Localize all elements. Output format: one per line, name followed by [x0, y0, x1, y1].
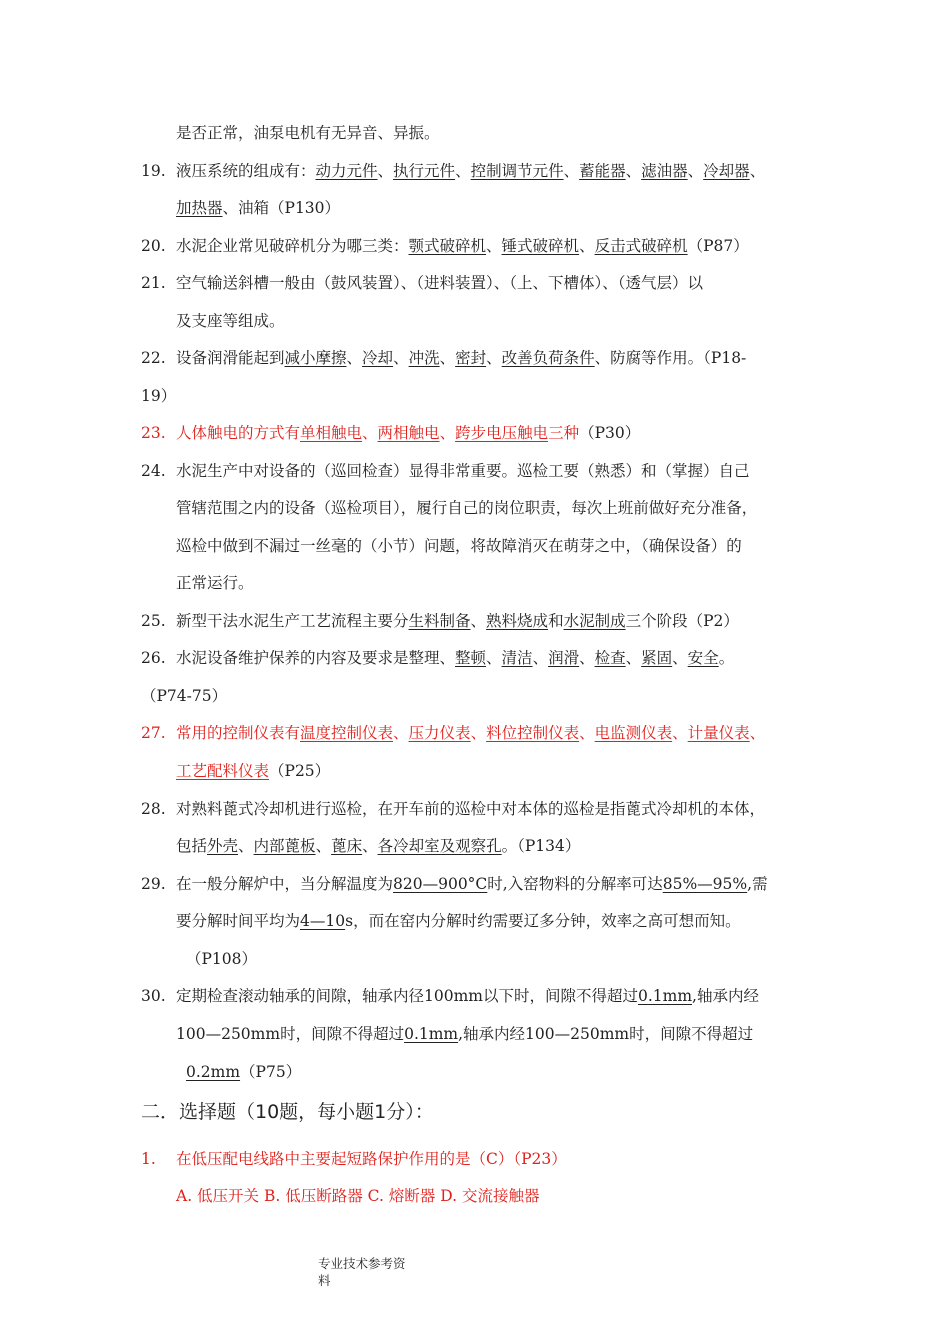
item-24-line-3: 巡检中做到不漏过一丝毫的（小节）问题，将故障消灭在萌芽之中，（确保设备）的	[176, 537, 742, 555]
item-25-number: 25.	[141, 612, 166, 630]
item-23-answer: 跨步电压触电	[455, 424, 549, 442]
separator: 、	[625, 649, 642, 667]
item-28-answer: 外壳	[207, 837, 239, 855]
item-29-answer: 85%—95%	[662, 875, 748, 893]
item-21-number: 21.	[141, 274, 166, 292]
item-30-number: 30.	[141, 987, 166, 1005]
item-29-text: 时,入窑物料的分解率可达	[487, 875, 663, 893]
item-26-number: 26.	[141, 649, 166, 667]
item-24-line-1: 水泥生产中对设备的（巡回检查）显得非常重要。巡检工要（熟悉）和（掌握）自己	[176, 462, 750, 480]
item-28-line-2	[176, 836, 580, 856]
separator: 、	[486, 237, 502, 255]
separator: 、	[377, 162, 394, 180]
separator: 、	[579, 649, 595, 667]
separator: 、	[579, 724, 595, 742]
separator: 、	[486, 649, 502, 667]
item-19-answer: 滤油器	[641, 162, 688, 180]
item-19-answer: 冷却器	[703, 162, 750, 180]
item-20-ref: （P87）	[687, 237, 749, 255]
item-28-answer: 各冷却室及观察孔	[377, 837, 502, 855]
item-27-ref: （P25）	[269, 762, 331, 780]
item-22-text: 、防腐等作用。（P18-	[594, 349, 747, 367]
separator: 、	[346, 349, 363, 367]
item-30-answer: 0.2mm	[186, 1063, 241, 1081]
section-heading: 二．选择题（10题，每小题1分）：	[141, 1101, 434, 1123]
item-23-answer: 两相触电	[377, 424, 440, 442]
item-23-answer: 单相触电	[300, 424, 363, 442]
item-19-text: 液压系统的组成有：	[176, 162, 316, 180]
item-27-text: 常用的控制仪表有	[176, 724, 301, 742]
footer-line-1: 专业技术参考资	[318, 1256, 406, 1271]
item-19-line-2	[176, 198, 340, 218]
item-29-text: 在一般分解炉中，当分解温度为	[176, 875, 394, 893]
separator: 、	[532, 649, 549, 667]
item-27-answer: 料位控制仪表	[486, 724, 580, 742]
separator: 、	[470, 724, 487, 742]
item-29-answer: 4—10	[300, 912, 346, 930]
item-28-text: 包括	[176, 837, 208, 855]
item-22-line-1	[176, 348, 746, 368]
item-25-text: 三个阶段（P2）	[625, 612, 739, 630]
separator: 和	[548, 612, 564, 630]
item-27-answer: 电监测仪表	[594, 724, 673, 742]
item-27-answer: 温度控制仪表	[300, 724, 394, 742]
item-28-ref: 。（P134）	[501, 837, 581, 855]
separator: 、	[579, 237, 595, 255]
separator: 、	[362, 837, 378, 855]
item-26-line-2: （P74-75）	[141, 687, 228, 705]
item-26-answer: 清洁	[501, 649, 533, 667]
separator: 、	[749, 162, 766, 180]
item-27-line-2	[176, 761, 330, 781]
item-23-number: 23.	[141, 424, 166, 442]
item-24-line-4: 正常运行。	[176, 574, 254, 592]
item-29-text: ,需	[747, 875, 768, 893]
separator: 、	[439, 424, 456, 442]
item-30-line-3	[186, 1062, 301, 1082]
item-30-answer: 0.1mm	[637, 987, 693, 1005]
item-24-line-2: 管辖范围之内的设备（巡检项目），履行自己的岗位职责，每次上班前做好充分准备，	[176, 499, 758, 517]
item-23-ref: （P30）	[579, 424, 641, 442]
item-26-text: 水泥设备维护保养的内容及要求是整理、	[176, 649, 456, 667]
item-26-line-1	[176, 648, 734, 668]
separator: 、	[749, 724, 766, 742]
item-25-answer: 熟料烧成	[486, 612, 549, 630]
item-22-answer: 改善负荷条件	[501, 349, 595, 367]
item-29-answer: 820—900°C	[393, 875, 488, 893]
item-29-number: 29.	[141, 875, 166, 893]
separator: 、	[687, 162, 704, 180]
separator: 、	[393, 349, 409, 367]
item-30-text: ,轴承内经100—250mm时，间隙不得超过	[458, 1025, 754, 1043]
item-26-answer: 紧固	[641, 649, 673, 667]
item-19-answer: 控制调节元件	[470, 162, 564, 180]
item-19-answer: 加热器	[176, 199, 223, 217]
item-30-text: 定期检查滚动轴承的间隙，轴承内径100mm以下时，间隙不得超过	[176, 987, 638, 1005]
item-27-answer: 压力仪表	[408, 724, 471, 742]
item-30-text: ,轴承内经	[692, 987, 759, 1005]
item-26-answer: 安全	[687, 649, 719, 667]
separator: 、	[439, 349, 456, 367]
item-19-text: 、油箱（P130）	[222, 199, 341, 217]
item-25-answer: 水泥制成	[563, 612, 626, 630]
item-22-answer: 冲洗	[408, 349, 440, 367]
item-20-answer: 反击式破碎机	[594, 237, 688, 255]
item-20-number: 20.	[141, 237, 166, 255]
item-23-line-1	[176, 423, 640, 443]
item-23-text: 人体触电的方式有	[176, 424, 301, 442]
item-22-text: 设备润滑能起到	[176, 349, 285, 367]
item-23-text: 三种	[548, 424, 580, 442]
separator: 、	[470, 612, 487, 630]
item-28-answer: 内部蓖板	[253, 837, 316, 855]
item-19-number: 19.	[141, 162, 166, 180]
item-27-number: 27.	[141, 724, 166, 742]
item-29-line-1	[176, 874, 768, 894]
separator: 、	[625, 162, 642, 180]
item-27-answer: 工艺配料仪表	[176, 762, 270, 780]
item-18-continuation: 是否正常，油泵电机有无异音、异振。	[176, 124, 440, 142]
item-28-number: 28.	[141, 800, 166, 818]
item-20-answer: 颚式破碎机	[408, 237, 487, 255]
item-22-answer: 密封	[455, 349, 487, 367]
separator: 、	[315, 837, 332, 855]
item-19-answer: 执行元件	[393, 162, 456, 180]
footer-line-2: 料	[318, 1273, 331, 1288]
item-25-answer: 生料制备	[408, 612, 471, 630]
separator: 、	[393, 724, 409, 742]
item-22-number: 22.	[141, 349, 166, 367]
item-29-text: 要分解时间平均为	[176, 912, 301, 930]
item-30-text: 100—250mm时，间隙不得超过	[176, 1025, 405, 1043]
item-29-text: s，而在窑内分解时约需要辽多分钟，效率之高可想而知。	[345, 912, 741, 930]
item-30-line-1	[176, 986, 759, 1006]
item-22-line-2: 19）	[141, 387, 177, 405]
item-22-answer: 冷却	[362, 349, 394, 367]
item-22-answer: 减小摩擦	[284, 349, 347, 367]
item-27-line-1	[176, 723, 765, 743]
separator: 、	[238, 837, 254, 855]
item-26-answer: 检查	[594, 649, 626, 667]
item-20-answer: 锤式破碎机	[501, 237, 580, 255]
item-24-number: 24.	[141, 462, 166, 480]
item-26-answer: 润滑	[548, 649, 580, 667]
item-30-answer: 0.1mm	[404, 1025, 459, 1043]
item-20-text: 水泥企业常见破碎机分为哪三类：	[176, 237, 409, 255]
item-30-ref: （P75）	[240, 1063, 302, 1081]
item-19-answer: 蓄能器	[579, 162, 626, 180]
separator: 、	[362, 424, 378, 442]
separator: 、	[563, 162, 580, 180]
item-21-line-2: 及支座等组成。	[176, 312, 285, 330]
separator: 、	[672, 724, 688, 742]
item-19-line-1	[176, 161, 765, 181]
item-26-answer: 整顿	[455, 649, 487, 667]
question-1-text: 在低压配电线路中主要起短路保护作用的是（C）（P23）	[176, 1150, 567, 1168]
item-25-line-1	[176, 611, 739, 631]
item-20-line-1	[176, 236, 749, 256]
item-19-answer: 动力元件	[315, 162, 378, 180]
item-27-answer: 计量仪表	[687, 724, 750, 742]
item-30-line-2	[176, 1024, 753, 1044]
separator: 、	[486, 349, 502, 367]
item-29-line-2	[176, 911, 741, 931]
item-28-line-1: 对熟料蓖式冷却机进行巡检，在开车前的巡检中对本体的巡检是指蓖式冷却机的本体，	[176, 800, 766, 818]
item-28-answer: 蓖床	[331, 837, 363, 855]
item-29-line-3: （P108）	[186, 950, 258, 968]
separator: 、	[672, 649, 688, 667]
item-21-line-1: 空气输送斜槽一般由（鼓风装置）、（进料装置）、（上、下槽体）、（透气层）以	[176, 274, 704, 292]
separator: 、	[455, 162, 471, 180]
separator: 。	[718, 649, 735, 667]
item-25-text: 新型干法水泥生产工艺流程主要分	[176, 612, 409, 630]
question-1-options: A. 低压开关 B. 低压断路器 C. 熔断器 D. 交流接触器	[176, 1187, 540, 1205]
question-1-number: 1.	[141, 1150, 156, 1168]
